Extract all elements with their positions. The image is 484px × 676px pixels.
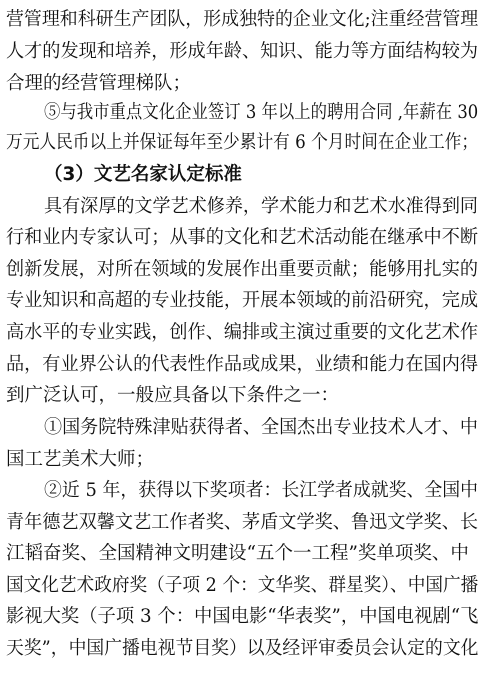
text-line: 到广泛认可，一般应具备以下条件之一： — [6, 385, 340, 406]
text-line: 行和业内专家认可；从事的文化和艺术活动能在继承中不断 — [6, 227, 479, 248]
section-heading: （3）文艺名家认定标准 — [44, 164, 242, 185]
text-line: 影视大奖（子项 3 个：中国电影“华表奖”，中国电视剧“飞 — [6, 606, 479, 627]
text-line: 具有深厚的文学艺术修养，学术能力和艺术水准得到同 — [44, 196, 479, 217]
text-line: 合理的经营管理梯队； — [6, 73, 192, 94]
text-line: ②近 5 年，获得以下奖项者：长江学者成就奖、全国中 — [44, 480, 479, 501]
text-line: 高水平的专业实践，创作、编排或主演过重要的文化艺术作 — [6, 322, 479, 343]
text-line: 品，有业界公认的代表性作品或成果，业绩和能力在国内得 — [6, 354, 479, 375]
text-line: 专业知识和高超的专业技能，开展本领域的前沿研究，完成 — [6, 290, 479, 311]
text-line: 万元人民币以上并保证每年至少累计有 6 个月时间在企业工作； — [6, 132, 479, 153]
text-line: 人才的发现和培养，形成年龄、知识、能力等方面结构较为 — [6, 41, 479, 62]
text-line: 营管理和科研生产团队，形成独特的企业文化;注重经营管理 — [6, 9, 479, 30]
text-line: 江韬奋奖、全国精神文明建设“五个一工程”奖单项奖、中 — [6, 543, 469, 564]
text-line: 创新发展，对所在领域的发展作出重要贡献；能够用扎实的 — [6, 259, 479, 280]
text-line: 天奖”，中国广播电视节目奖）以及经评审委员会认定的文化 — [6, 638, 479, 659]
text-line: 青年德艺双馨文艺工作者奖、茅盾文学奖、鲁迅文学奖、长 — [6, 512, 479, 533]
text-line: ⑤与我市重点文化企业签订 3 年以上的聘用合同 ,年薪在 30 — [44, 102, 479, 123]
text-line: ①国务院特殊津贴获得者、全国杰出专业技术人才、中 — [44, 417, 479, 438]
text-line: 国文化艺术政府奖（子项 2 个：文华奖、群星奖）、中国广播 — [6, 575, 479, 596]
text-line: 国工艺美术大师； — [6, 449, 155, 470]
